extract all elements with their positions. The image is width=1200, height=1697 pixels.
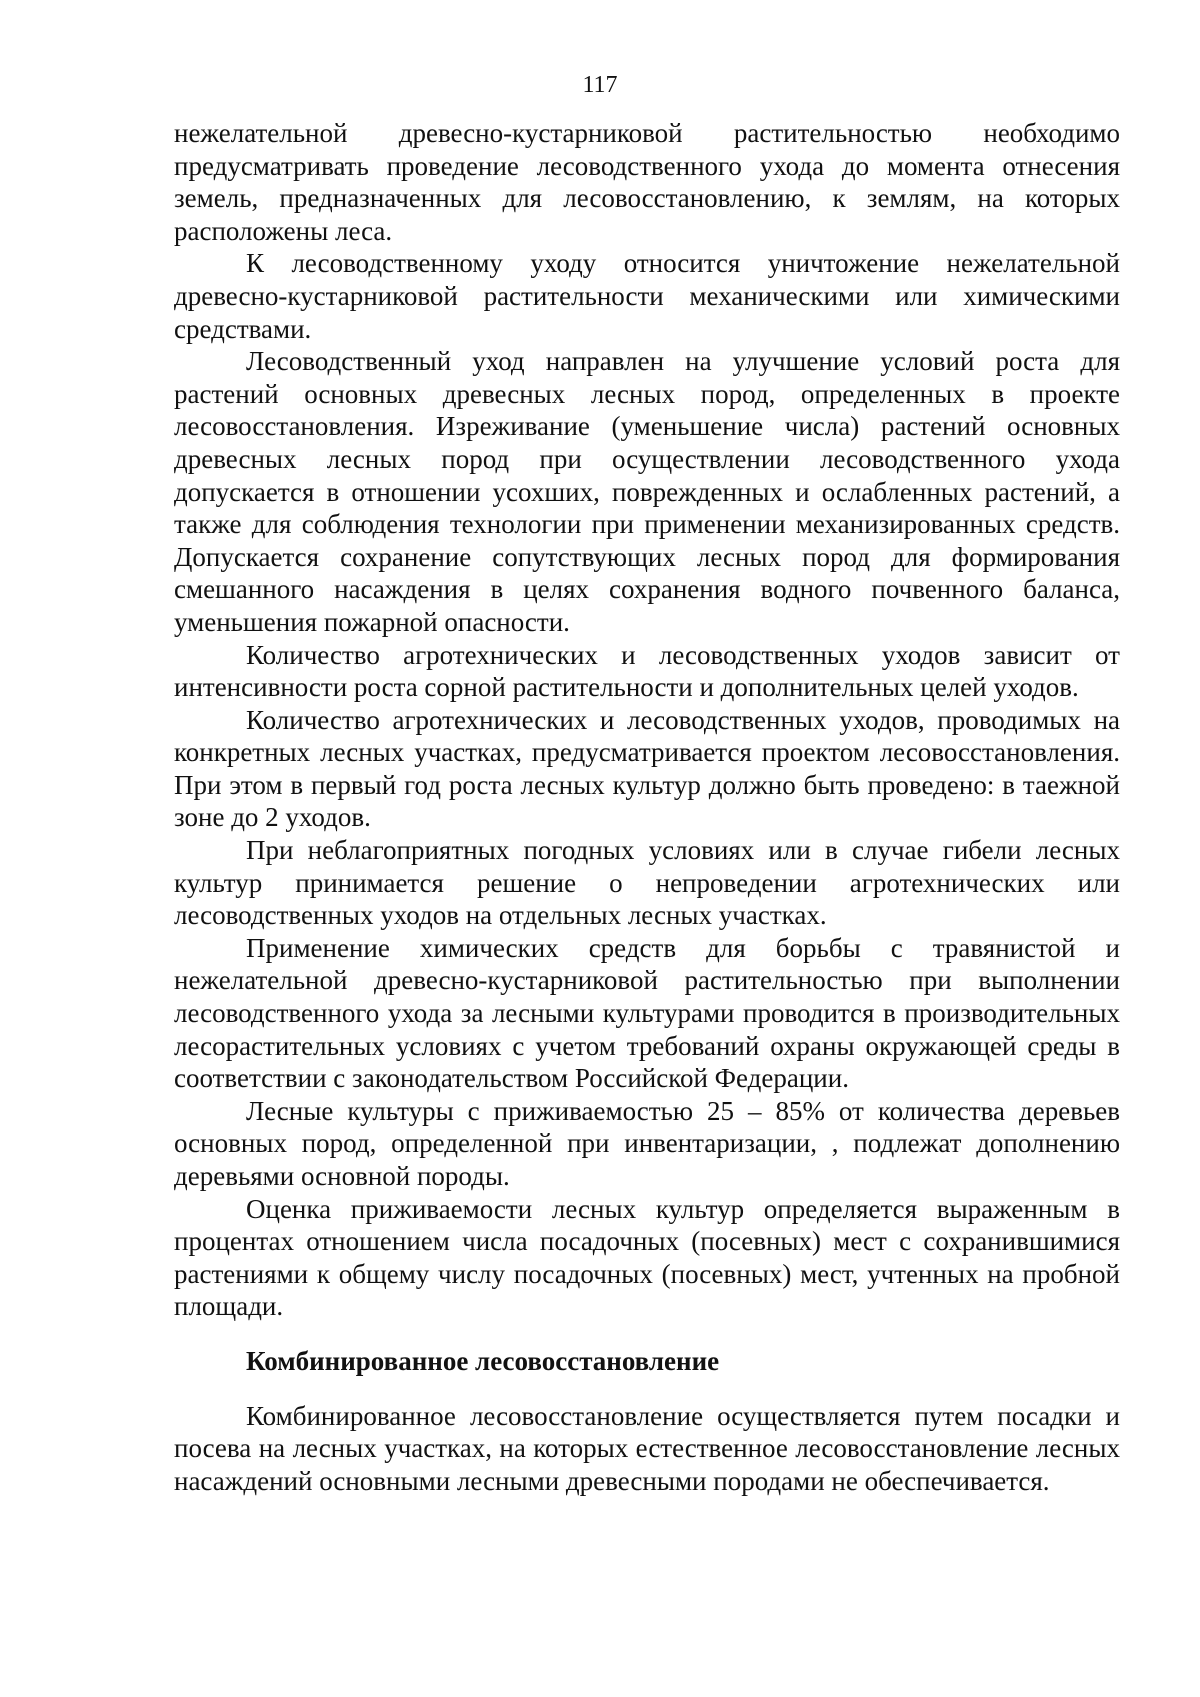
paragraph-survival-assessment: Оценка приживаемости лесных культур определяется выраженным в процентах отношением числа посадочных (посевных) мест с сохранившимися растениями к общему числу посадочных (посевных) мест, учтенных на пробной площади.: [174, 1193, 1120, 1322]
section-heading: Комбинированное лесовосстановление: [246, 1345, 720, 1376]
document-body: [174, 117, 1120, 1497]
paragraph-unfavorable-conditions: При неблагоприятных погодных условиях или в случае гибели лесных культур принимается решение о непроведении агротехнических или лесоводственных уходов на отдельных лесных участках.: [174, 835, 1120, 931]
paragraph-silvicultural-care-definition: К лесоводственному уходу относится уничтожение нежелательной древесно-кустарниковой растительности механическими или химическими средствами.: [174, 248, 1120, 344]
paragraph-continuation: нежелательной древесно-кустарниковой растительностью необходимо предусматривать проведение лесоводственного ухода до момента отнесения земель, предназначенных для лесовосстановлению, к землям, на которых расположены леса.: [174, 118, 1120, 246]
paragraph-chemical-means: Применение химических средств для борьбы с травянистой и нежелательной древесно-кустарниковой растительностью при выполнении лесоводственного ухода за лесными культурами проводится в производительных лесорастительных условиях с учетом требований охраны окружающей среды в соответствии с законодательством Российской Федерации.: [174, 932, 1120, 1094]
page-number: 117: [582, 72, 618, 98]
paragraph-survival-rate: Лесные культуры с приживаемостью 25 – 85% от количества деревьев основных пород, определенной при инвентаризации, , подлежат дополнению деревьями основной породы.: [174, 1095, 1120, 1191]
paragraph-care-project: Количество агротехнических и лесоводственных уходов, проводимых на конкретных лесных участках, предусматривается проектом лесовосстановления. При этом в первый год роста лесных культур должно быть проведено: в таежной зоне до 2 уходов.: [174, 704, 1120, 833]
paragraph-care-quantity: Количество агротехнических и лесоводственных уходов зависит от интенсивности роста сорной растительности и дополнительных целей уходов.: [174, 639, 1120, 703]
paragraph-combined-reforestation: Комбинированное лесовосстановление осуществляется путем посадки и посева на лесных участках, на которых естественное лесовосстановление лесных насаждений основными лесными древесными породами не обеспечивается.: [174, 1400, 1120, 1496]
paragraph-silvicultural-care-purpose: Лесоводственный уход направлен на улучшение условий роста для растений основных древесных лесных пород, определенных в проекте лесовосстановления. Изреживание (уменьшение числа) растений основных древесных лесных пород при осуществлении лесоводственного ухода допускается в отношении усохших, поврежденных и ослабленных растений, а также для соблюдения технологии при применении механизированных средств. Допускается сохранение сопутствующих лесных пород для формирования смешанного насаждения в целях сохранения водного почвенного баланса, уменьшения пожарной опасности.: [174, 346, 1120, 637]
